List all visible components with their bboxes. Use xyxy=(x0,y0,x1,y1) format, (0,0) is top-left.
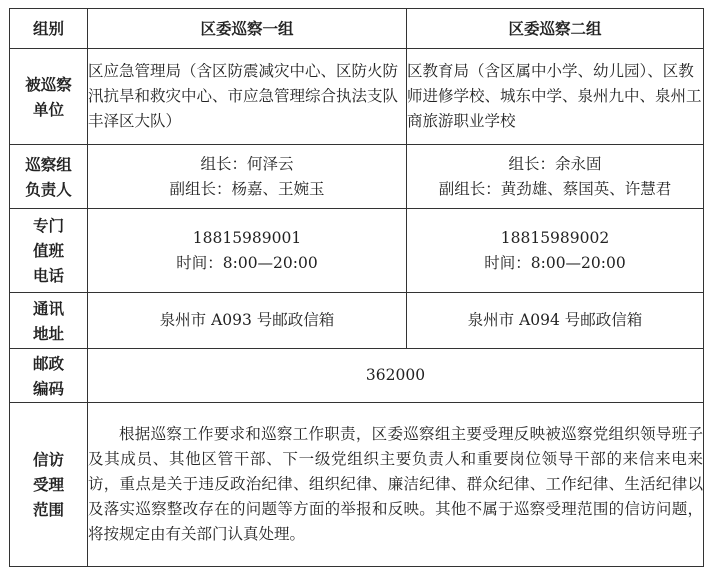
units-row xyxy=(10,49,704,145)
leaders-label: 巡察组 负责人 xyxy=(10,145,88,209)
postcode-value: 362000 xyxy=(88,349,704,403)
group-one-duty-time: 时间：8:00—20:00 xyxy=(176,253,318,272)
group-two-leader: 组长：余永固 xyxy=(508,154,602,173)
leaders-row xyxy=(10,145,704,209)
group-one-deputy: 副组长：杨嘉、王婉玉 xyxy=(169,179,325,198)
address-row xyxy=(10,293,704,349)
phone-row xyxy=(10,209,704,293)
header-row xyxy=(10,9,704,49)
phone-label: 专门 值班 电话 xyxy=(10,209,88,293)
scope-row xyxy=(10,403,704,567)
units-label: 被巡察 单位 xyxy=(10,49,88,145)
postcode-row xyxy=(10,349,704,403)
units-group-one: 区应急管理局（含区防震减灾中心、区防火防汛抗旱和救灾中心、市应急管理综合执法支队丰泽区大队） xyxy=(88,49,407,145)
address-label: 通讯 地址 xyxy=(10,293,88,349)
leaders-group-two xyxy=(407,145,704,209)
header-group-label: 组别 xyxy=(10,9,88,49)
scope-label: 信访 受理 范围 xyxy=(10,403,88,567)
group-two-phone-number: 18815989002 xyxy=(500,228,610,247)
header-group-one: 区委巡察一组 xyxy=(88,9,407,49)
phone-group-one xyxy=(88,209,407,293)
phone-group-two xyxy=(407,209,704,293)
group-one-phone-number: 18815989001 xyxy=(192,228,302,247)
inspection-info-table xyxy=(9,8,704,567)
group-two-duty-time: 时间：8:00—20:00 xyxy=(484,253,626,272)
header-group-two: 区委巡察二组 xyxy=(407,9,704,49)
group-two-deputy: 副组长：黄劲雄、蔡国英、许慧君 xyxy=(438,179,672,198)
scope-text: 根据巡察工作要求和巡察工作职责，区委巡察组主要受理反映被巡察党组织领导班子及其成员、其他区管干部、下一级党组织主要负责人和重要岗位领导干部的来信来电来访，重点是关于违反政治纪律、组织纪律、廉洁纪律、群众纪律、工作纪律、生活纪律以及落实巡察整改存在的问题等方面的举报和反映。其他不属于巡察受理范围的信访问题，将按规定由有关部门认真处理。 xyxy=(88,403,704,567)
group-one-leader: 组长：何泽云 xyxy=(200,154,294,173)
units-group-two: 区教育局（含区属中小学、幼儿园）、区教师进修学校、城东中学、泉州九中、泉州工商旅游职业学校 xyxy=(407,49,704,145)
leaders-group-one xyxy=(88,145,407,209)
postcode-label: 邮政 编码 xyxy=(10,349,88,403)
address-group-two: 泉州市 A094 号邮政信箱 xyxy=(407,293,704,349)
address-group-one: 泉州市 A093 号邮政信箱 xyxy=(88,293,407,349)
